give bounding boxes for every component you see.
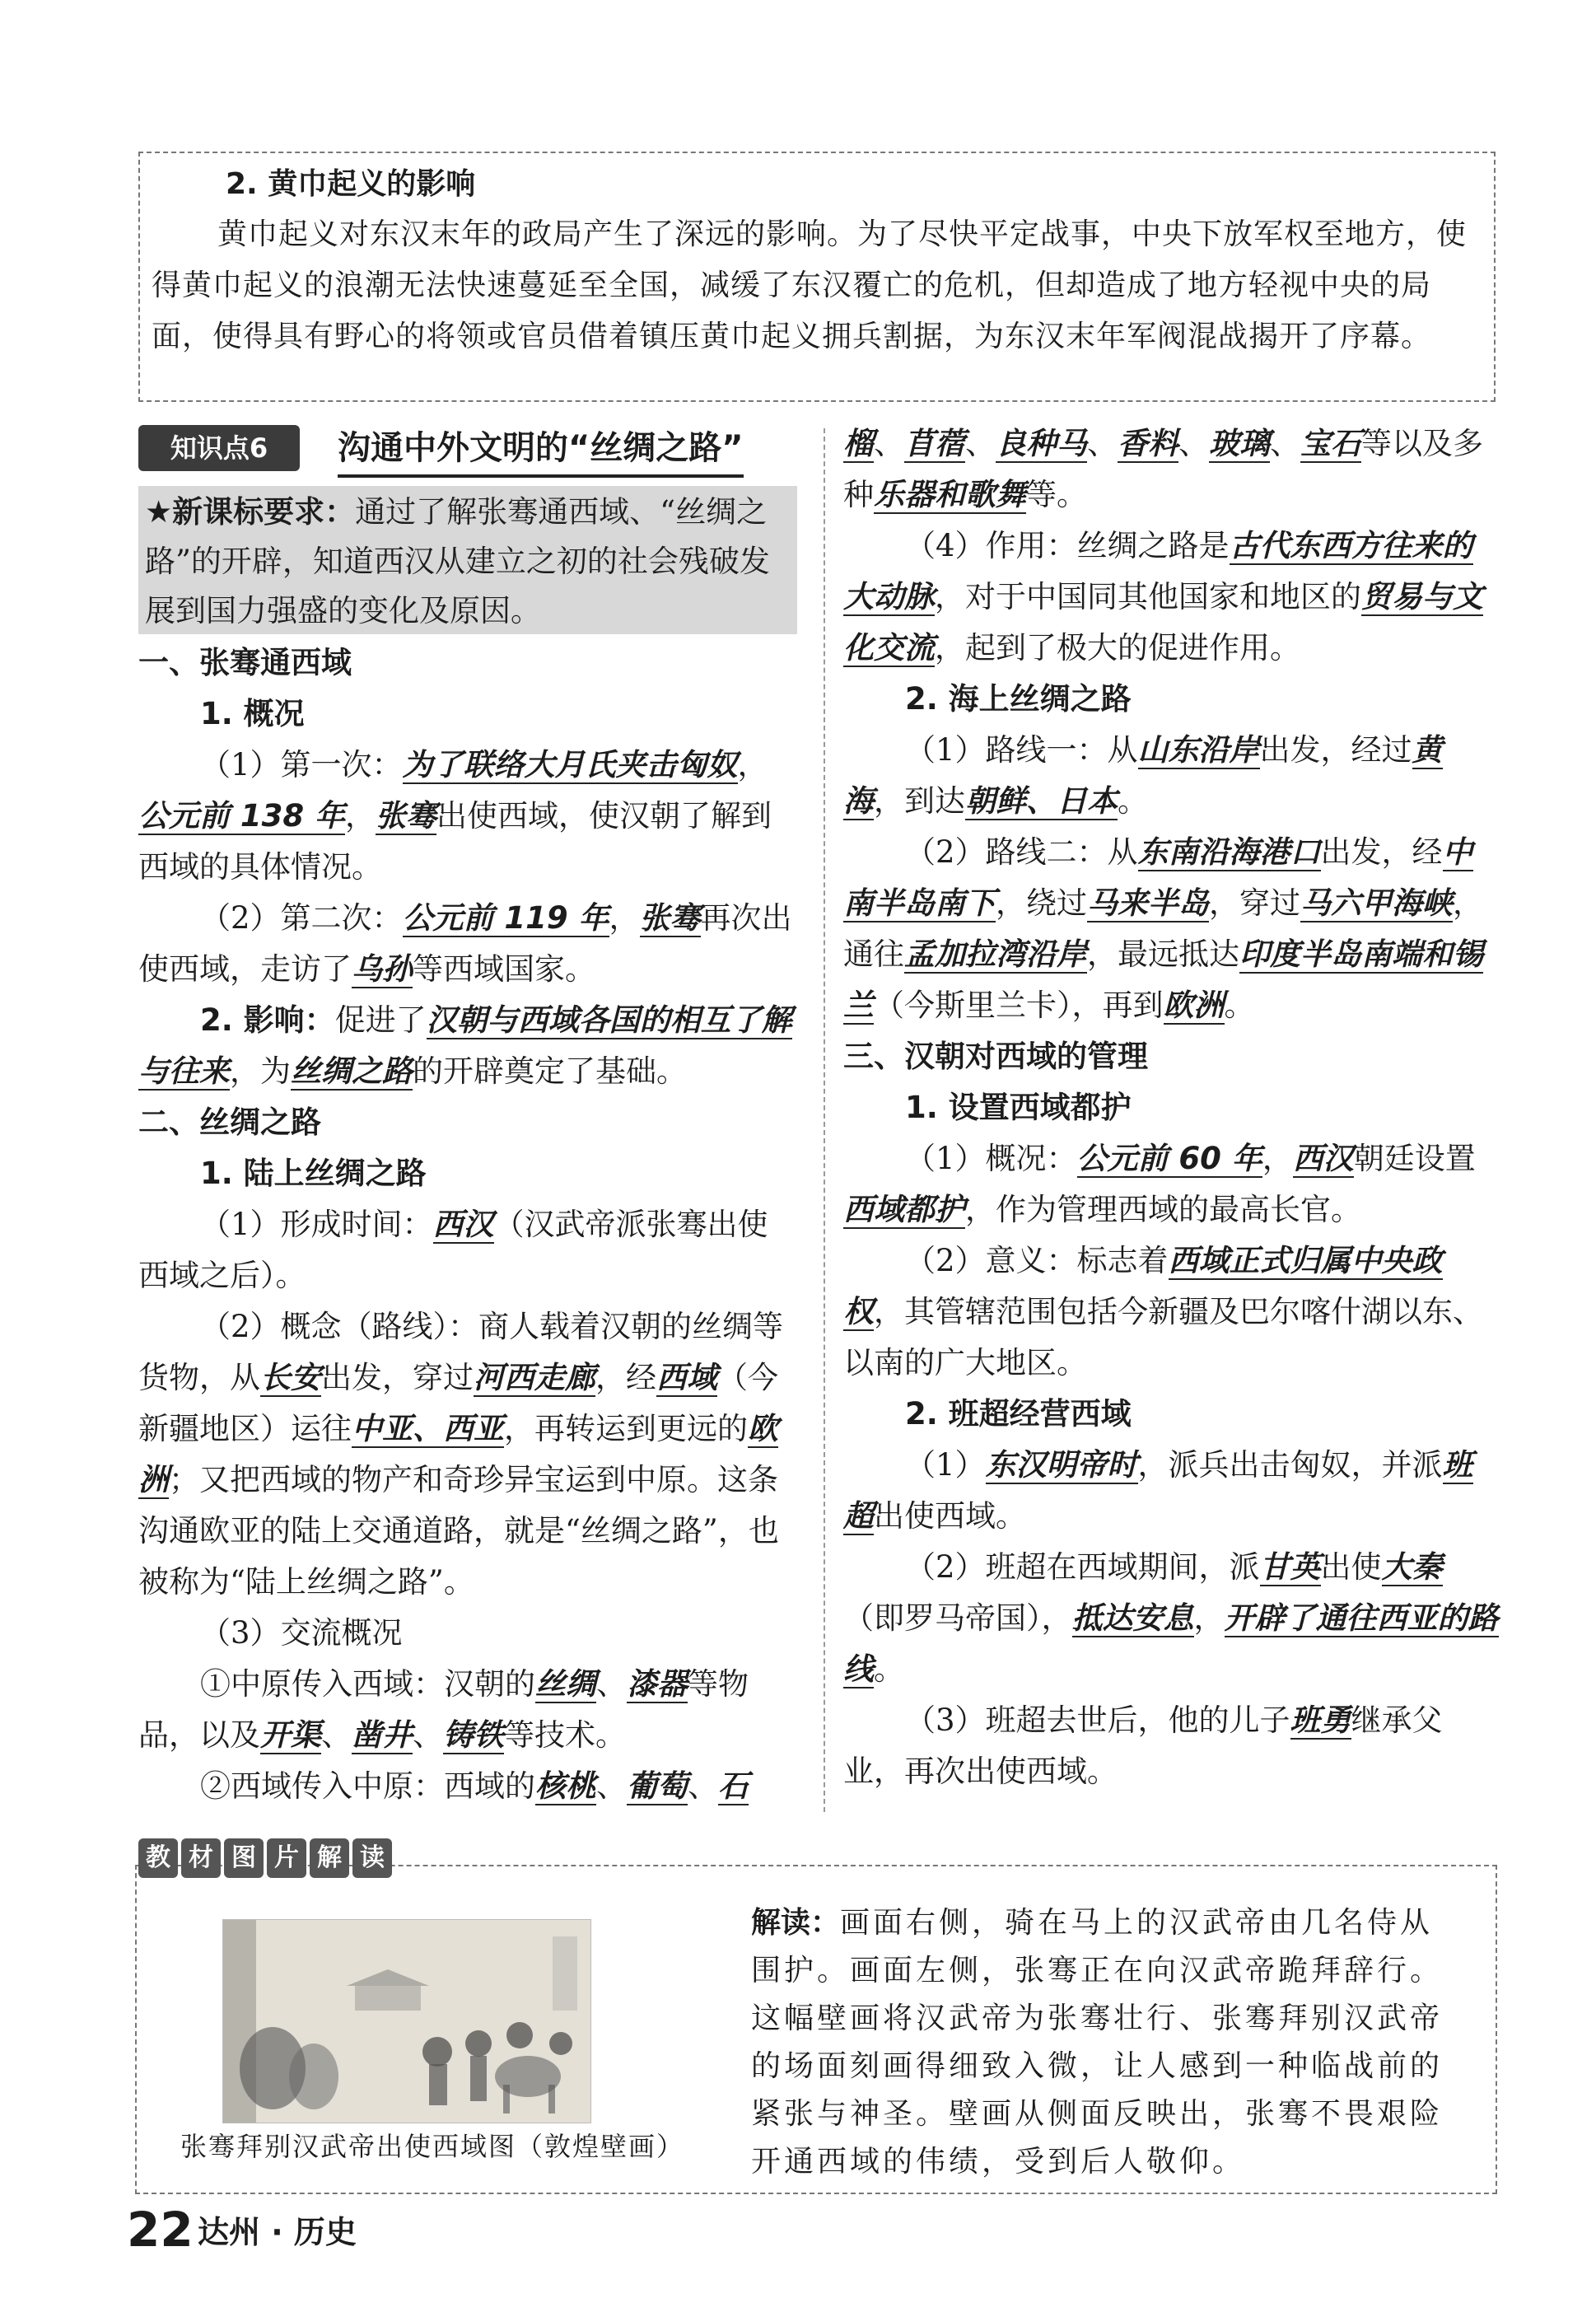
protectorate-overview: （1）概况：公元前 60 年，西汉朝廷设置西域都护，作为管理西域的最高长官。 <box>843 1141 1476 1227</box>
badge-char: 材 <box>181 1838 221 1878</box>
land-route-heading: 1. 陆上丝绸之路 <box>200 1156 427 1191</box>
interpretation-label: 解读： <box>751 1906 841 1940</box>
interpretation <box>751 1899 1458 2186</box>
badge-char: 读 <box>352 1838 392 1878</box>
ban-chao-heading: 2. 班超经营西域 <box>905 1396 1132 1432</box>
knowledge-point-title: 沟通中外文明的“丝绸之路” <box>338 422 744 478</box>
section-1-heading: 一、张骞通西域 <box>138 645 352 680</box>
section-3-heading: 三、汉朝对西域的管理 <box>843 1039 1148 1074</box>
exchange-to-central: ②西域传入中原：西域的核桃、葡萄、石 <box>200 1768 749 1804</box>
book-title: 达州 · 历史 <box>198 2214 357 2250</box>
curriculum-standard <box>138 486 797 634</box>
interpretation-text: 画面右侧，骑在马上的汉武帝由几名侍从围护。画面左侧，张骞正在向汉武帝跪拜辞行。这幅壁画将汉武帝为张骞壮行、张骞拜别汉武帝的场面刻画得细致入微，让人感到一种临战前的紧张与神圣。壁画从侧面反映出，张骞不畏艰险开通西域的伟绩，受到后人敬仰。 <box>751 1906 1444 2179</box>
impact-title: 2. 黄巾起义的影响 <box>226 167 476 201</box>
sea-route-two: （2）路线二：从东南沿海港口出发，经中南半岛南下，绕过马来半岛，穿过马六甲海峡，通往孟加拉湾沿岸，最远抵达印度半岛南端和锡兰（今斯里兰卡），再到欧洲。 <box>843 834 1483 1023</box>
mural-image <box>222 1919 591 2123</box>
exchange-to-west: ①中原传入西域：汉朝的丝绸、漆器等物品，以及开渠、凿井、铸铁等技术。 <box>138 1666 749 1753</box>
ban-chao-two: （2）班超在西域期间，派甘英出使大秦（即罗马帝国），抵达安息，开辟了通往西亚的路线。 <box>843 1549 1499 1687</box>
exchange-continued: 榴、苜蓿、良种马、香料、玻璃、宝石等以及多种乐器和歌舞等。 <box>843 426 1483 512</box>
standard-text: 通过了解张骞通西域、“丝绸之路”的开辟，知道西汉从建立之初的社会残破发展到国力强盛的变化及原因。 <box>145 494 770 628</box>
right-column <box>843 418 1502 1797</box>
silk-road-role: （4）作用：丝绸之路是古代东西方往来的大动脉，对于中国同其他国家和地区的贸易与文化交流，起到了极大的促进作用。 <box>843 528 1483 666</box>
section-2-heading: 二、丝绸之路 <box>138 1105 321 1140</box>
sea-route-one: （1）路线一：从山东沿岸出发，经过黄海，到达朝鲜、日本。 <box>843 732 1443 819</box>
protectorate-meaning: （2）意义：标志着西域正式归属中央政权，其管辖范围包括今新疆及巴尔喀什湖以东、以南的广大地区。 <box>843 1243 1483 1380</box>
exchange-heading: （3）交流概况 <box>200 1615 403 1651</box>
badge-char: 教 <box>138 1838 178 1878</box>
route-concept: （2）概念（路线）：商人载着汉朝的丝绸等货物，从长安出发，穿过河西走廊，经西域（今新疆地区）运往中亚、西亚，再转运到更远的欧洲；又把西域的物产和奇珍异宝运到中原。这条沟通欧亚的陆上交通道路，就是“丝绸之路”，也被称为“陆上丝绸之路”。 <box>138 1309 784 1600</box>
impact-box <box>138 152 1496 402</box>
column-divider <box>824 428 825 1812</box>
badge-char: 图 <box>224 1838 264 1878</box>
first-mission: （1）第一次：为了联络大月氏夹击匈奴，公元前 138 年，张骞出使西域，使汉朝了解到西域的具体情况。 <box>138 747 772 885</box>
standard-label: ★新课标要求： <box>145 494 356 530</box>
left-column <box>138 638 797 1812</box>
mural-caption: 张骞拜别汉武帝出使西域图（敦煌壁画） <box>180 2131 684 2162</box>
sea-route-heading: 2. 海上丝绸之路 <box>905 681 1132 717</box>
figure-badges <box>138 1838 392 1878</box>
knowledge-point-badge: 知识点6 <box>138 425 300 471</box>
impact-line: 2. 影响：促进了汉朝与西域各国的相互了解与往来，为丝绸之路的开辟奠定了基础。 <box>138 1002 792 1089</box>
page-number: 22 <box>127 2202 194 2258</box>
second-mission: （2）第二次：公元前 119 年，张骞再次出使西域，走访了乌孙等西域国家。 <box>138 900 792 987</box>
ban-chao-three: （3）班超去世后，他的儿子班勇继承父业，再次出使西域。 <box>843 1702 1443 1789</box>
formation-time: （1）形成时间：西汉（汉武帝派张骞出使西域之后）。 <box>138 1207 768 1293</box>
overview-heading: 1. 概况 <box>200 696 305 731</box>
mural-illustration <box>223 1920 590 2123</box>
protectorate-heading: 1. 设置西域都护 <box>905 1090 1132 1125</box>
badge-char: 片 <box>267 1838 306 1878</box>
ban-chao-one: （1）东汉明帝时，派兵出击匈奴，并派班超出使西域。 <box>843 1447 1473 1534</box>
impact-text: 黄巾起义对东汉末年的政局产生了深远的影响。为了尽快平定战事，中央下放军权至地方，使得黄巾起义的浪潮无法快速蔓延至全国，减缓了东汉覆亡的危机，但却造成了地方轻视中央的局面，使得具有野心的将领或官员借着镇压黄巾起义拥兵割据，为东汉末年军阀混战揭开了序幕。 <box>152 217 1468 353</box>
badge-char: 解 <box>310 1838 349 1878</box>
